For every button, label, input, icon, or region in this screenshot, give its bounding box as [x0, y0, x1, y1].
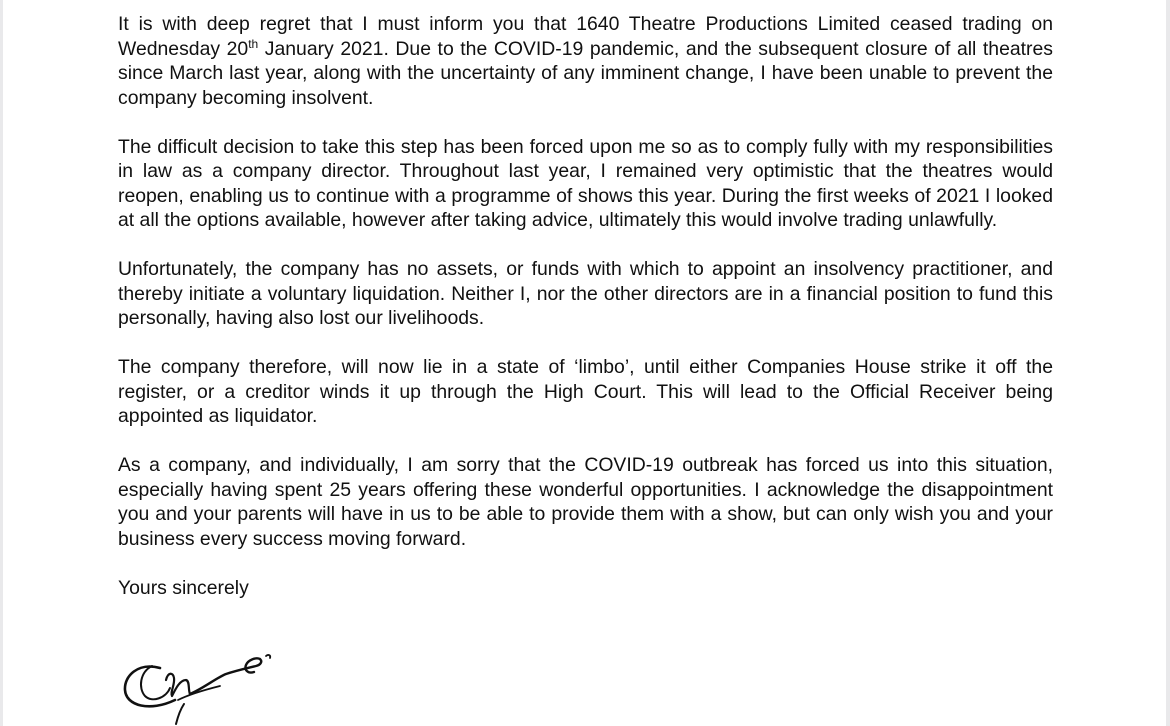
date-ordinal-suffix: th [248, 36, 259, 51]
signature-dot-stroke [266, 655, 270, 658]
paragraph-cessation-start: It is with deep regret that I must inform you that 1640 Theatre Productions Limited ceased trading on Wednesday 20 [118, 13, 1053, 60]
signature-letter-stroke [166, 674, 190, 696]
paragraph-limbo: The company therefore, will now lie in a state of ‘limbo’, until either Companies House strike it off the register, or a creditor winds it up through the High Court. This will lead to the Official Receiver being appointed as liquidator. [118, 356, 1053, 427]
paragraph-cessation [118, 12, 1053, 110]
signature-image [120, 650, 280, 726]
signature-inner-stroke [141, 666, 170, 699]
signature-loop-stroke [125, 667, 175, 707]
paragraph-decision: The difficult decision to take this step has been forced upon me so as to comply fully with my responsibilities in law as a company director. Throughout last year, I remained very optimistic that the theatres would reopen, enabling us to continue with a programme of shows this year. During the first weeks of 2021 I looked at all the options available, however after taking advice, ultimately this would involve trading unlawfully. [118, 135, 1053, 231]
paragraph-cessation-end: January 2021. Due to the COVID-19 pandemic, and the subsequent closure of all theatres since March last year, along with the uncertainty of any imminent change, I have been unable to prevent the company becoming insolvent. [118, 37, 1053, 109]
signature-descender-stroke [176, 704, 184, 724]
letter-page [3, 0, 1166, 726]
signature-tail-stroke [190, 658, 261, 694]
paragraph-apology: As a company, and individually, I am sorry that the COVID-19 outbreak has forced us into this situation, especially having spent 25 years offering these wonderful opportunities. I acknowledge the disappointment you and your parents will have in us to be able to provide them with a show, but can only wish you and your business every success moving forward. [118, 454, 1053, 550]
paragraph-assets: Unfortunately, the company has no assets, or funds with which to appoint an insolvency practitioner, and thereby initiate a voluntary liquidation. Neither I, nor the other directors are in a financial position to fund this personally, having also lost our livelihoods. [118, 258, 1053, 329]
signoff: Yours sincerely [118, 576, 249, 599]
letter-body [118, 12, 1053, 625]
